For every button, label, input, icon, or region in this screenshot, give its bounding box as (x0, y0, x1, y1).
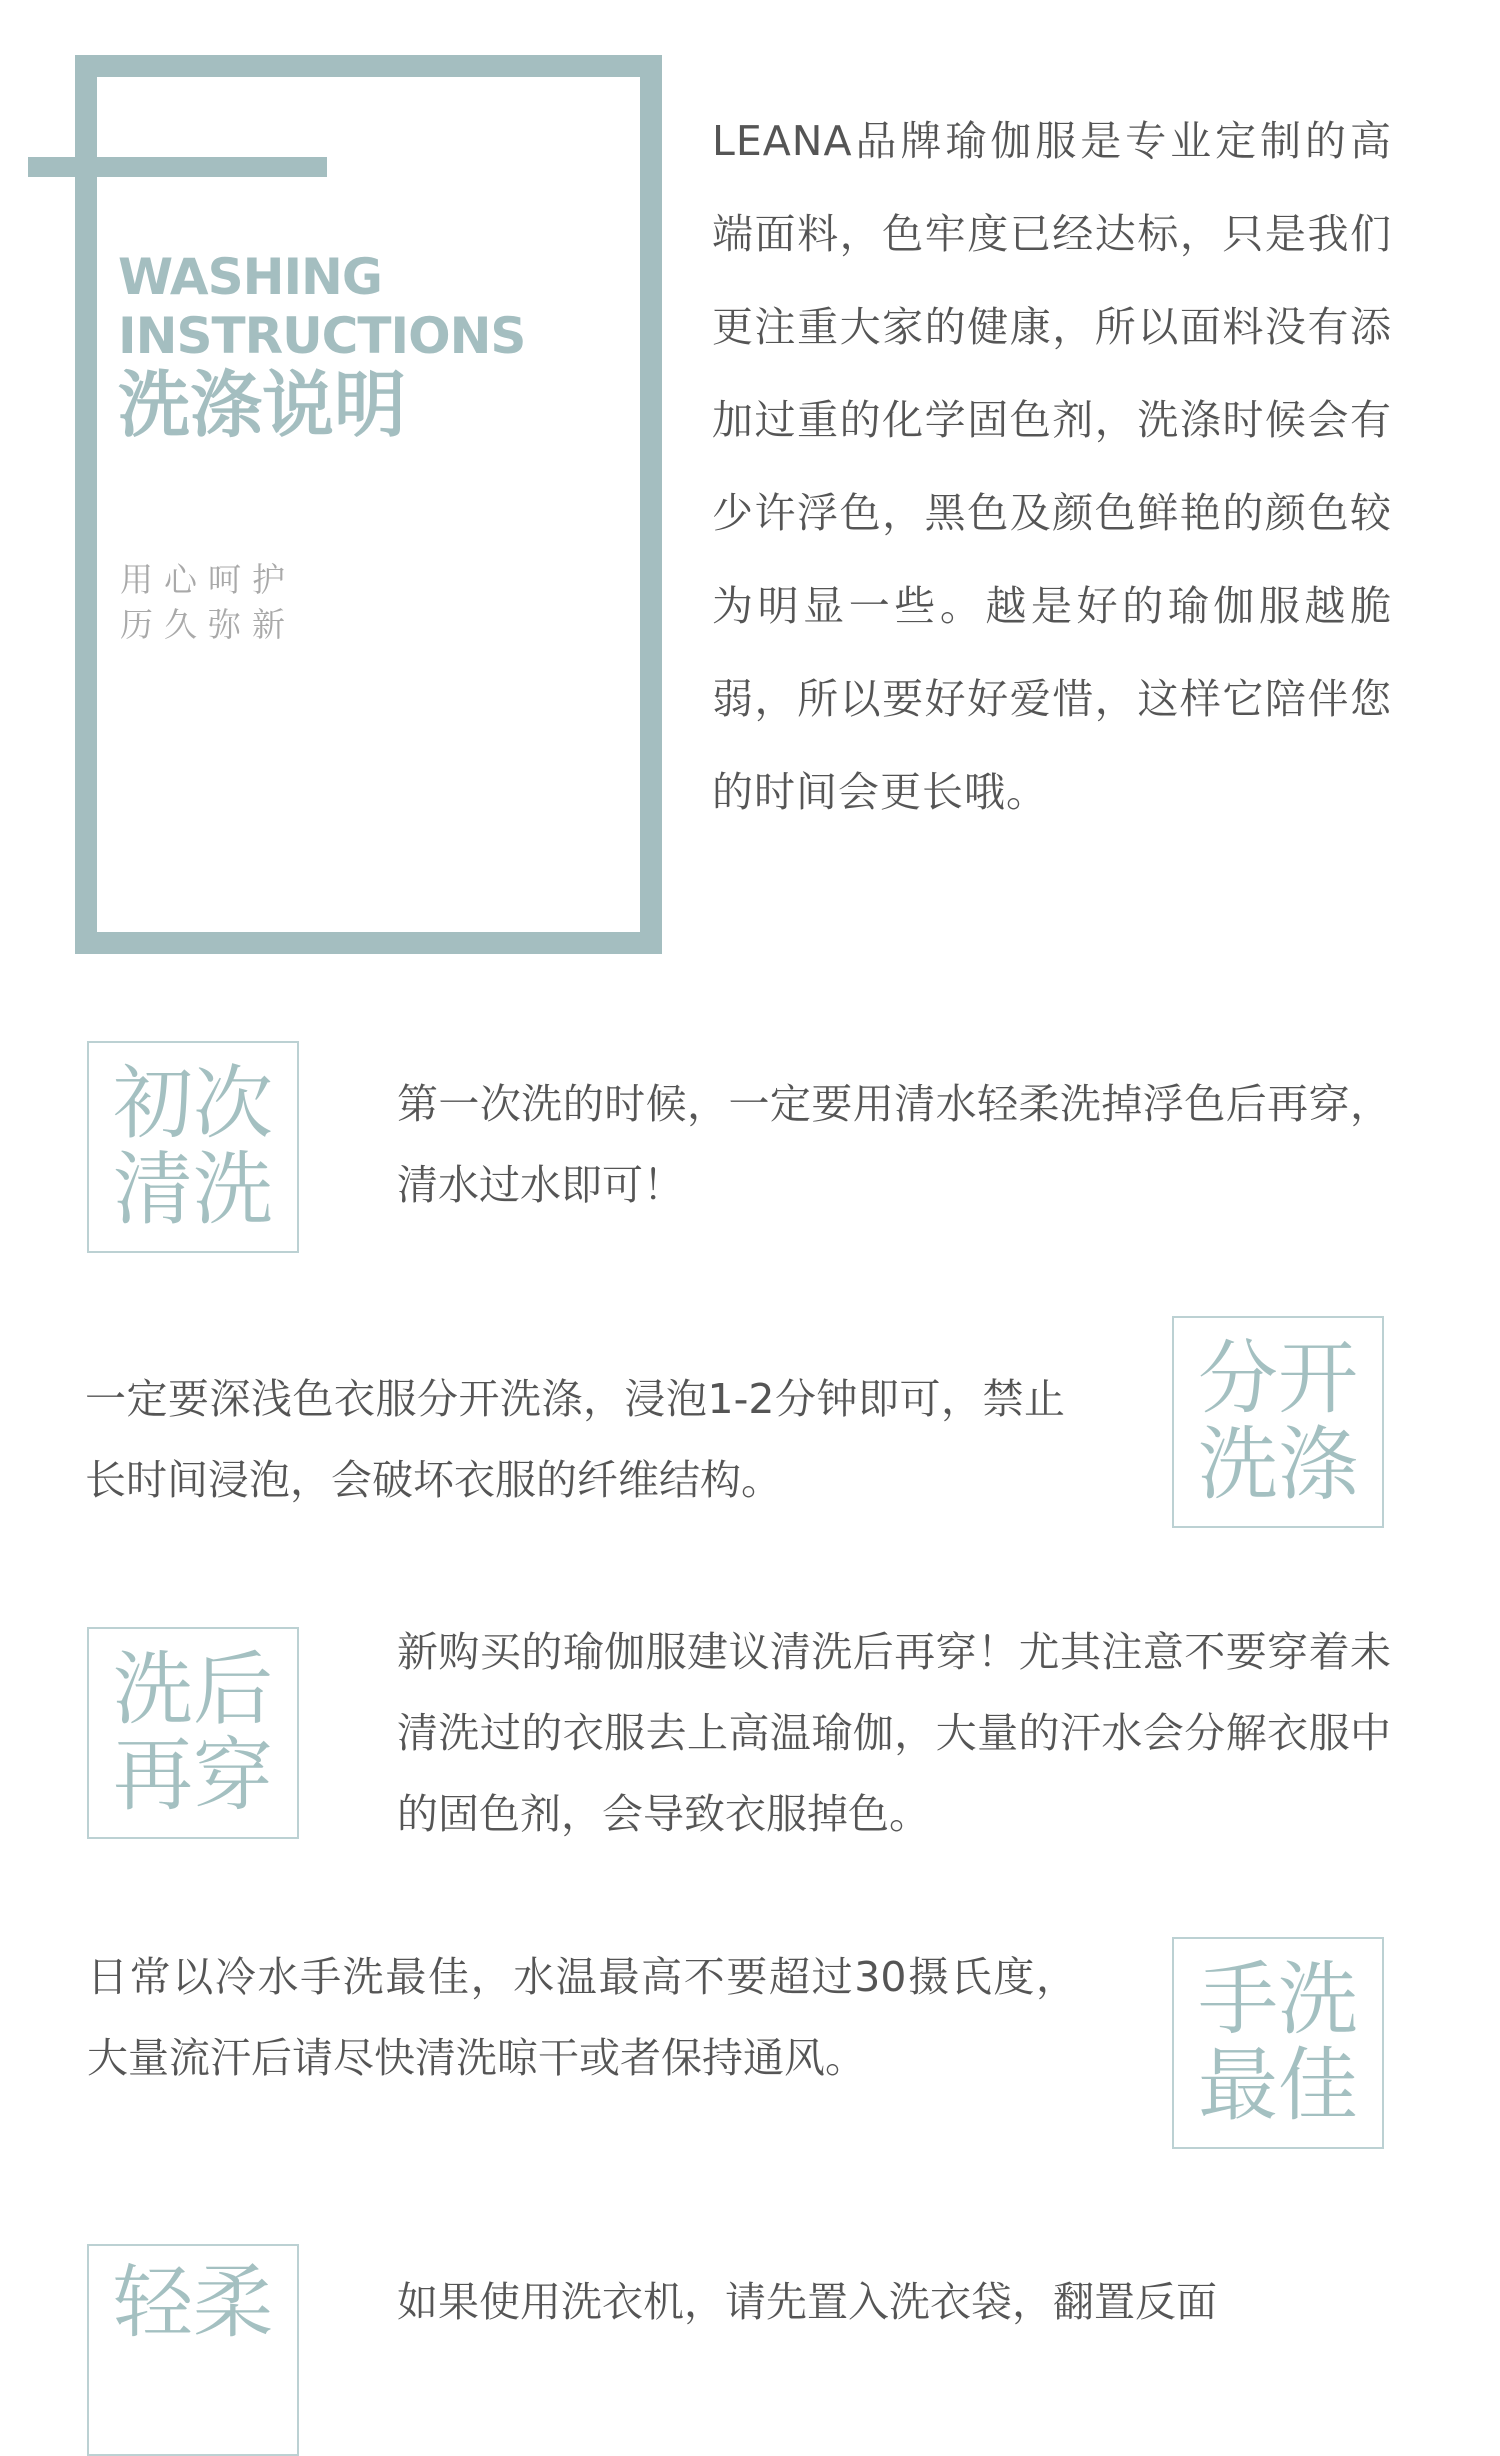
label-gentle-line1: 轻柔 (113, 2256, 273, 2349)
label-hand-wash (1172, 1937, 1384, 2149)
title-english-line1: WASHING (118, 248, 382, 306)
label-first-wash-line2: 清洗 (113, 1143, 273, 1236)
label-wash-before-wear-line2: 再穿 (113, 1729, 273, 1822)
slogan-line1: 用心呵护 (120, 560, 296, 599)
text-hand-wash: 日常以冷水手洗最佳，水温最高不要超过30摄氏度，大量流汗后请尽快清洗晾干或者保持通风。 (87, 1953, 1077, 2082)
title-chinese: 洗涤说明 (118, 363, 407, 447)
title-english-line2: INSTRUCTIONS (118, 307, 526, 365)
text-first-wash: 第一次洗的时候，一定要用清水轻柔洗掉浮色后再穿，清水过水即可！ (397, 1080, 1391, 1209)
label-hand-wash-line1: 手洗 (1198, 1953, 1358, 2046)
label-hand-wash-line2: 最佳 (1198, 2039, 1358, 2132)
intro-paragraph: LEANA品牌瑜伽服是专业定制的高端面料，色牢度已经达标，只是我们更注重大家的健康，所以面料没有添加过重的化学固色剂，洗涤时候会有少许浮色，黑色及颜色鲜艳的颜色较为明显一些。越是好的瑜伽服越脆弱，所以要好好爱惜，这样它陪伴您的时间会更长哦。 (712, 117, 1392, 816)
slogan (120, 557, 296, 647)
label-gentle (87, 2244, 299, 2456)
slogan-line2: 历久弥新 (120, 605, 296, 644)
label-first-wash (87, 1041, 299, 1253)
text-wash-separately: 一定要深浅色衣服分开洗涤，浸泡1-2分钟即可，禁止长时间浸泡，会破坏衣服的纤维结构。 (85, 1375, 1065, 1504)
label-wash-before-wear-line1: 洗后 (113, 1643, 273, 1736)
text-gentle: 如果使用洗衣机，请先置入洗衣袋，翻置反面 (397, 2278, 1217, 2326)
text-wash-before-wear: 新购买的瑜伽服建议清洗后再穿！尤其注意不要穿着未清洗过的衣服去上高温瑜伽，大量的汗水会分解衣服中的固色剂，会导致衣服掉色。 (397, 1628, 1391, 1838)
label-wash-separately-line1: 分开 (1198, 1332, 1358, 1425)
title-english (118, 248, 525, 366)
label-wash-separately-line2: 洗涤 (1198, 1418, 1358, 1511)
label-first-wash-line1: 初次 (113, 1057, 273, 1150)
title-frame (75, 55, 662, 954)
label-wash-separately (1172, 1316, 1384, 1528)
frame-accent-bar (28, 157, 327, 177)
label-wash-before-wear (87, 1627, 299, 1839)
